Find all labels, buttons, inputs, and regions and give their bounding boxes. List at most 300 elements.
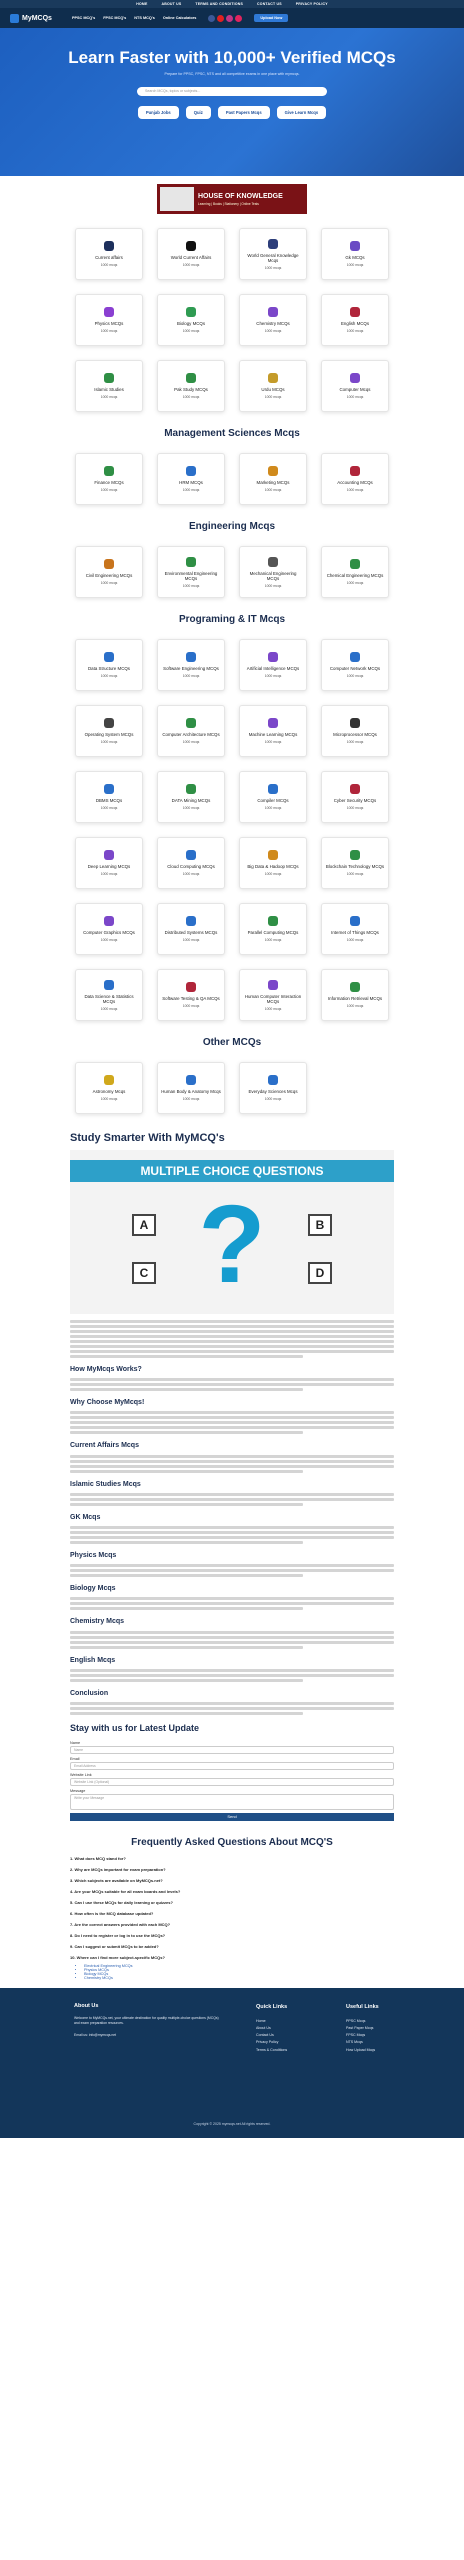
card-count: 1000 mcqs [182,328,200,333]
main-nav [0,8,464,28]
footer-link[interactable]: Terms & Conditions [256,2047,288,2052]
card-title: Operating System MCQs [84,732,134,738]
mcq-card[interactable] [321,294,389,346]
card-title: Accounting MCQs [337,480,373,486]
mcq-card[interactable] [321,837,389,889]
mcq-card[interactable] [157,969,225,1021]
category-icon [186,466,196,476]
mcq-card[interactable] [157,453,225,505]
card-title: Chemistry MCQs [256,321,290,327]
card-title: World Current Affairs [170,255,212,261]
engineering-heading: Engineering Mcqs [188,521,276,532]
text-line [70,1325,394,1328]
text-line [70,1350,394,1353]
card-title: Software Engineering MCQs [163,666,219,672]
category-icon [268,718,278,728]
programming-heading: Programing & IT Mcqs [178,614,286,625]
text-line [70,1564,394,1567]
card-count: 1000 mcqs [100,262,118,267]
card-count: 1000 mcqs [264,394,282,399]
text-line [70,1345,394,1348]
faq-question[interactable]: 5. Can I use these MCQs for daily learning or quizzes? [70,1899,173,1905]
mcq-card[interactable] [239,360,307,412]
website-field[interactable]: Website Link (Optional) [70,1778,394,1786]
mcq-card[interactable] [321,639,389,691]
mcq-card[interactable] [157,903,225,955]
faq-question[interactable]: 1. What does MCQ stand for? [70,1855,126,1861]
category-icon [350,466,360,476]
management-heading: Management Sciences Mcqs [164,428,300,439]
card-title: Information Retrieval MCQs [327,996,383,1002]
card-count: 1000 mcqs [346,328,364,333]
mcq-card[interactable] [321,771,389,823]
mcq-image-band: MULTIPLE CHOICE QUESTIONS [70,1160,394,1182]
text-line [70,1526,394,1529]
text-line [70,1536,394,1539]
card-count: 1000 mcqs [100,394,118,399]
email-field[interactable]: Email Address [70,1762,394,1770]
article-heading: English Mcqs [70,1656,116,1664]
card-count: 1000 mcqs [182,262,200,267]
card-count: 1000 mcqs [264,1096,282,1101]
logo-icon [10,14,19,23]
other-heading: Other MCQs [202,1037,262,1048]
mcq-card[interactable] [75,771,143,823]
mcq-card[interactable] [239,903,307,955]
text-line [70,1607,303,1610]
punjab-jobs-button[interactable]: Punjab Jobs [138,106,179,119]
footer-link[interactable]: How Upload Mcqs [346,2047,376,2052]
text-line [70,1707,394,1710]
card-title: HRM MCQs [179,480,203,486]
faq-link[interactable]: • Electrical Engineering MCQs [84,1964,394,1968]
card-count: 1000 mcqs [346,673,364,678]
mcq-card[interactable] [157,294,225,346]
card-title: Astronomy Mcqs [92,1089,126,1095]
card-count: 1000 mcqs [264,739,282,744]
card-title: Chemical Engineering MCQs [326,573,384,579]
text-line [70,1378,394,1381]
card-count: 1000 mcqs [346,394,364,399]
card-title: Civil Engineering MCQs [85,573,133,579]
mcq-card[interactable] [321,453,389,505]
mcq-card[interactable] [157,228,225,280]
card-title: Finance MCQs [94,480,124,486]
mcq-card[interactable] [239,771,307,823]
card-title: Physics MCQs [94,321,124,327]
article-heading: Physics Mcqs [70,1551,117,1559]
faq-question[interactable]: 4. Are your MCQs suitable for all exam boards and levels? [70,1888,181,1894]
mcq-card[interactable] [75,294,143,346]
question-mark-icon: ? [198,1183,266,1306]
category-icon [186,307,196,317]
card-title: Microprocessor MCQs [333,732,377,738]
card-title: Parallel Computing MCQs [247,930,299,936]
mcq-card[interactable] [75,705,143,757]
text-line [70,1597,394,1600]
category-icon [350,307,360,317]
quick-links-title: Quick Links [256,2003,288,2010]
mcq-card[interactable] [157,639,225,691]
text-line [70,1702,394,1705]
faq-question[interactable]: 8. Do I need to register or log in to use the MCQs? [70,1932,166,1938]
mcq-card[interactable] [157,837,225,889]
social-icons [208,15,242,22]
text-line [70,1498,394,1501]
pinterest-icon[interactable] [235,15,242,22]
category-icon [268,850,278,860]
text-line [70,1493,394,1496]
faq-list [70,1856,394,1960]
text-line [70,1674,394,1677]
card-title: Artificial Intelligence MCQs [246,666,300,672]
hero-title: Learn Faster with 10,000+ Verified MCQs [68,48,396,67]
mcq-card[interactable] [75,903,143,955]
card-title: DATA Mining MCQs [171,798,211,804]
footer-link[interactable]: About Us [256,2026,271,2031]
mcq-card[interactable] [157,360,225,412]
text-line [70,1455,394,1458]
past-papers-button[interactable]: Past Papers Mcqs [218,106,270,119]
card-count: 1000 mcqs [100,580,118,585]
mcq-card[interactable] [75,360,143,412]
site-footer [0,1988,464,2138]
card-count: 1000 mcqs [100,487,118,492]
article-heading: Biology Mcqs [70,1585,116,1593]
category-icon [186,850,196,860]
card-title: Marketing MCQs [256,480,290,486]
category-icon [104,307,114,317]
card-count: 1000 mcqs [346,739,364,744]
message-label: Message [70,1788,86,1793]
card-count: 1000 mcqs [100,328,118,333]
card-count: 1000 mcqs [346,487,364,492]
give-learn-button[interactable]: Give Learn Mcqs [277,106,327,119]
faq-title: Frequently Asked Questions About MCQ'S [131,1836,333,1848]
category-icon [268,307,278,317]
nav-link-ppsc[interactable]: PPSC MCQ's [71,16,96,20]
category-icon [268,466,278,476]
mcq-card[interactable] [75,453,143,505]
site-logo[interactable] [10,14,52,23]
email-label: Email [70,1756,80,1761]
category-icon [350,373,360,383]
card-title: Mechanical Engineering MCQs [249,570,297,581]
general-mcq-grid [0,228,464,412]
mcq-card[interactable] [239,294,307,346]
option-a-icon: A [132,1214,156,1236]
facebook-icon[interactable] [208,15,215,22]
category-icon [268,373,278,383]
brand-name: MyMCQs [22,14,52,22]
management-mcq-grid [0,453,464,505]
upload-now-button[interactable]: Upload Now [254,14,288,22]
footer-link[interactable]: Contact Us [256,2033,274,2038]
footer-link[interactable]: FPSC Mcqs [346,2033,366,2038]
card-title: Gk MCQs [345,255,365,261]
contact-title: Stay with us for Latest Update [70,1722,200,1733]
footer-link[interactable]: NTS Mcqs [346,2040,363,2045]
article-heading: Current Affairs Mcqs [70,1442,139,1450]
card-count: 1000 mcqs [264,265,282,270]
mcq-card[interactable] [75,837,143,889]
mcq-card[interactable] [75,639,143,691]
card-count: 1000 mcqs [346,805,364,810]
faq-link[interactable]: • Chemistry MCQs [84,1976,394,1980]
category-icon [104,850,114,860]
mcq-card[interactable] [239,453,307,505]
footer-link[interactable]: Privacy Policy [256,2040,279,2045]
faq-question[interactable]: 6. How often is the MCQ database updated? [70,1910,154,1916]
mcq-card[interactable] [239,639,307,691]
category-icon [350,850,360,860]
hero-section [0,28,464,176]
name-label: Name [70,1740,81,1745]
text-line [70,1431,303,1434]
card-count: 1000 mcqs [182,673,200,678]
card-title: Machine Learning MCQs [248,732,298,738]
article-heading: Why Choose MyMcqs! [70,1399,145,1407]
card-title: Islamic Studies [94,387,124,393]
mcq-card[interactable] [75,228,143,280]
search-input[interactable]: Search MCQs, topics or subjects... [137,87,327,96]
faq-question[interactable]: 9. Can I suggest or submit MCQs to be added? [70,1943,159,1949]
category-icon [104,1075,114,1085]
mcq-card[interactable] [157,1062,225,1114]
card-count: 1000 mcqs [100,1006,118,1011]
instagram-icon[interactable] [226,15,233,22]
card-count: 1000 mcqs [182,1003,200,1008]
message-field[interactable]: Write your Message [70,1794,394,1810]
mcq-card[interactable] [321,705,389,757]
text-line [70,1421,394,1424]
hero-subtitle: Prepare for PPSC, FPSC, NTS and all competitive exams in one place with mymcqs. [164,72,300,76]
text-line [70,1416,394,1419]
card-title: Current affairs [95,255,123,261]
mcq-card[interactable] [239,705,307,757]
mcq-card[interactable] [239,1062,307,1114]
card-title: DBMS MCQs [95,798,123,804]
category-icon [104,980,114,990]
category-icon [268,652,278,662]
category-icon [350,718,360,728]
card-count: 1000 mcqs [264,937,282,942]
faq-question[interactable]: 10. Where can I find more subject-specific MCQs? [70,1954,165,1960]
category-icon [350,652,360,662]
mcq-card[interactable] [239,546,307,598]
card-title: Human Computer Interaction MCQs [244,993,302,1004]
text-line [70,1355,303,1358]
category-icon [104,916,114,926]
card-count: 1000 mcqs [182,937,200,942]
card-title: Software Testing & QA MCQs [162,996,220,1002]
top-link-about[interactable]: ABOUT US [161,2,182,6]
category-icon [186,784,196,794]
category-icon [268,784,278,794]
card-title: Cloud Computing MCQs [167,864,215,870]
card-title: English MCQs [340,321,370,327]
mcq-card[interactable] [321,360,389,412]
card-title: Pak Study MCQs [174,387,208,393]
card-title: Biology MCQs [176,321,206,327]
article-heading: GK Mcqs [70,1513,101,1521]
card-title: Urdu MCQs [261,387,285,393]
text-line [70,1470,303,1473]
text-line [70,1641,394,1644]
faq-link[interactable]: • Biology MCQs [84,1972,394,1976]
banner-subtitle: Learning | Books | Stationery | Online Tests [198,201,259,206]
category-icon [104,718,114,728]
category-icon [186,916,196,926]
category-icon [104,373,114,383]
programming-mcq-grid [0,639,464,1021]
category-icon [186,373,196,383]
card-title: Data Structure MCQs [88,666,130,672]
top-link-privacy[interactable]: PRIVACY POLICY [295,2,328,6]
quiz-button[interactable]: Quiz [186,106,211,119]
card-count: 1000 mcqs [182,1096,200,1101]
card-count: 1000 mcqs [100,871,118,876]
article-body [70,1320,394,1715]
category-icon [186,652,196,662]
top-link-contact[interactable]: CONTACT US [257,2,282,6]
youtube-icon[interactable] [217,15,224,22]
card-count: 1000 mcqs [182,583,200,588]
card-count: 1000 mcqs [264,583,282,588]
card-count: 1000 mcqs [346,580,364,585]
category-icon [350,241,360,251]
text-line [70,1383,394,1386]
category-icon [268,239,278,249]
mcq-card[interactable] [75,546,143,598]
card-title: Deep Learning MCQs [87,864,131,870]
send-button[interactable]: Send [70,1813,394,1821]
category-icon [268,980,278,990]
card-title: Everyday Sciences Mcqs [248,1089,298,1095]
nav-link-fpsc[interactable]: FPSC MCQ's [103,16,127,20]
text-line [70,1631,394,1634]
text-line [70,1574,303,1577]
mcq-card[interactable] [321,546,389,598]
faq-question[interactable]: 7. Are the correct answers provided with each MCQ? [70,1921,171,1927]
card-title: Data Science & Statistics MCQs [84,993,134,1004]
card-count: 1000 mcqs [264,673,282,678]
text-line [70,1602,394,1605]
top-link-terms[interactable]: TERMS AND CONDITIONS [195,2,244,6]
card-count: 1000 mcqs [100,673,118,678]
category-icon [104,652,114,662]
text-line [70,1320,394,1323]
contact-form [70,1741,394,1821]
name-field[interactable]: Name [70,1746,394,1754]
ad-banner[interactable] [157,184,307,214]
card-title: Computer Network MCQs [329,666,381,672]
useful-links-title: Useful Links [346,2003,379,2010]
card-title: Environmental Engineering MCQs [164,570,218,581]
mcq-illustration [70,1150,394,1314]
nav-link-nts[interactable]: NTS MCQ's [134,16,155,20]
card-count: 1000 mcqs [346,871,364,876]
category-icon [186,1075,196,1085]
category-icon [186,982,196,992]
card-title: Distributed Systems MCQs [164,930,218,936]
faq-question[interactable]: 3. Which subjects are available on MyMCQs.net? [70,1877,163,1883]
top-link-home[interactable]: HOME [136,2,148,6]
card-count: 1000 mcqs [346,1003,364,1008]
nav-link-calculators[interactable]: Online Calculators [162,16,197,20]
text-line [70,1503,303,1506]
mcq-card[interactable] [75,1062,143,1114]
mcq-card[interactable] [75,969,143,1021]
text-line [70,1569,394,1572]
mcq-card[interactable] [321,228,389,280]
card-count: 1000 mcqs [100,937,118,942]
text-line [70,1712,303,1715]
mcq-card[interactable] [157,771,225,823]
category-icon [104,559,114,569]
faq-link[interactable]: • Physics MCQs [84,1968,394,1972]
category-icon [350,916,360,926]
text-line [70,1388,303,1391]
category-icon [104,784,114,794]
card-title: Computer Graphics MCQs [83,930,135,936]
footer-about-text: Welcome to MyMCQs.net, your ultimate destination for quality multiple-choice questions (MCQs) and exam preparation resources. [74,2015,219,2026]
mcq-card[interactable] [321,903,389,955]
card-count: 1000 mcqs [182,805,200,810]
faq-question[interactable]: 2. Why are MCQs important for exam preparation? [70,1866,166,1872]
card-count: 1000 mcqs [100,1096,118,1101]
text-line [70,1531,394,1534]
category-icon [186,718,196,728]
mcq-card[interactable] [239,228,307,280]
card-count: 1000 mcqs [264,328,282,333]
article-heading: How MyMcqs Works? [70,1366,142,1373]
text-line [70,1465,394,1468]
card-title: Internet of Things MCQs [331,930,379,936]
text-line [70,1340,394,1343]
category-icon [268,1075,278,1085]
text-line [70,1335,394,1338]
copyright: Copyright © 2025 mymcqs.net All rights reserved. [193,2121,271,2126]
footer-email[interactable]: Email us: info@mymcqs.net [74,2032,117,2037]
mcq-card[interactable] [239,837,307,889]
footer-link[interactable]: PPSC Mcqs [346,2018,366,2023]
card-title: World General Knowledge Mcqs [247,252,299,263]
card-count: 1000 mcqs [264,805,282,810]
mcq-card[interactable] [321,969,389,1021]
mcq-card[interactable] [239,969,307,1021]
text-line [70,1636,394,1639]
category-icon [104,241,114,251]
card-count: 1000 mcqs [346,937,364,942]
card-title: Big Data & Hadoop MCQs [247,864,299,870]
mcq-card[interactable] [157,546,225,598]
mcq-card[interactable] [157,705,225,757]
category-icon [268,557,278,567]
card-count: 1000 mcqs [182,487,200,492]
text-line [70,1460,394,1463]
card-count: 1000 mcqs [100,805,118,810]
option-d-icon: D [308,1262,332,1284]
text-line [70,1669,394,1672]
other-mcq-grid [0,1062,464,1114]
footer-link[interactable]: Past Paper Mcqs [346,2026,374,2031]
text-line [70,1330,394,1333]
article-heading: Conclusion [70,1689,109,1697]
card-count: 1000 mcqs [100,739,118,744]
footer-link[interactable]: Home [256,2018,266,2023]
engineering-mcq-grid [0,546,464,598]
